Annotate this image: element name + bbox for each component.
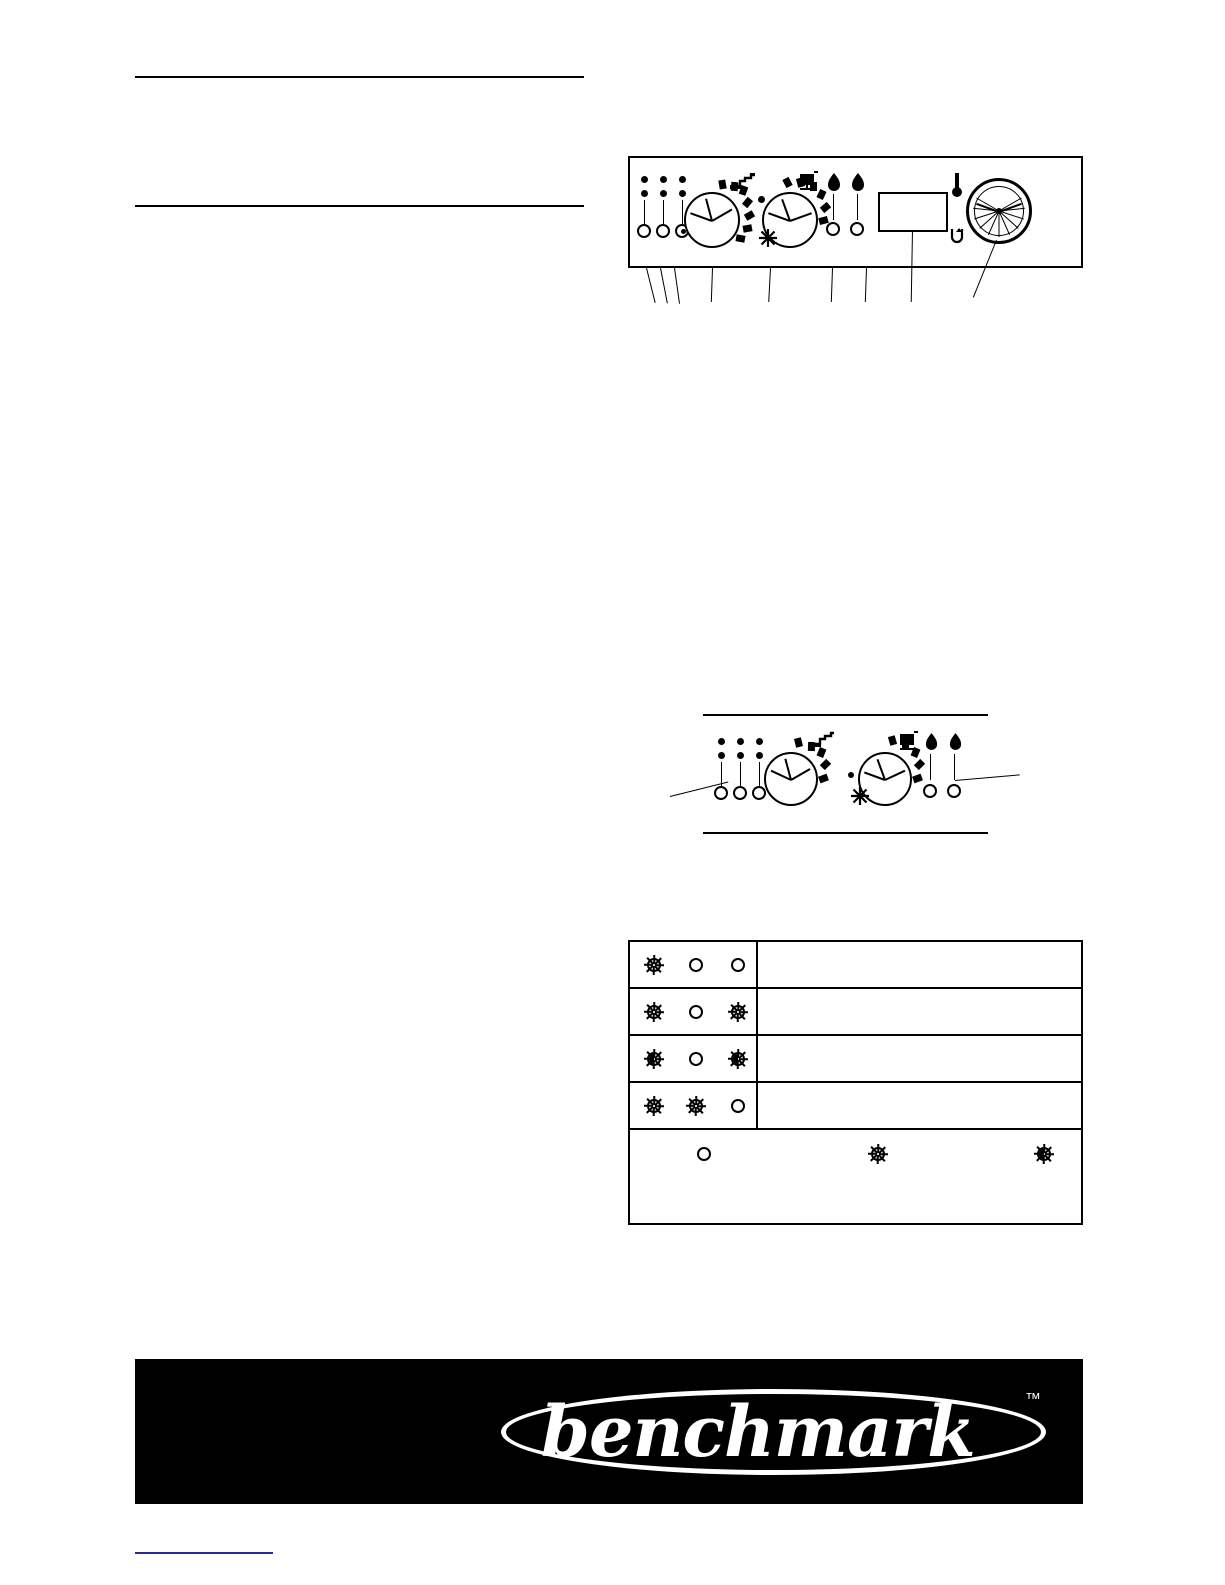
flame-small-icon — [850, 172, 866, 197]
flame-icon — [924, 732, 939, 756]
led-dot-6 — [679, 190, 686, 197]
led-symbol-lit — [644, 1096, 664, 1116]
knob-arc-seg — [912, 774, 923, 784]
footer-link-underline[interactable] — [135, 1552, 273, 1554]
led-stem-1 — [644, 200, 645, 224]
legend-symbol-lit — [868, 1144, 888, 1164]
table-cell-symbols — [630, 989, 758, 1034]
flame2-stem-2 — [954, 754, 955, 780]
led-stem-2 — [663, 200, 664, 224]
callout-leader-5 — [768, 268, 771, 302]
status-led-2 — [656, 224, 670, 238]
heading-rule-second — [135, 205, 584, 207]
radiator-icon — [798, 170, 820, 195]
table-cell-description — [758, 942, 1081, 987]
secondary-panel-rule-bottom — [703, 832, 988, 834]
callout-leader-2 — [660, 268, 668, 304]
benchmark-logo-text: benchmark — [541, 1390, 975, 1473]
table-row — [630, 989, 1081, 1036]
secondary-reference-dot — [848, 772, 854, 778]
thermometer-icon — [951, 172, 963, 203]
radiator-icon — [898, 730, 920, 755]
table-cell-symbols — [630, 1083, 758, 1128]
flame-small-icon — [948, 732, 963, 756]
callout-leader-1 — [646, 268, 656, 303]
reset-icon — [949, 228, 965, 251]
legend-symbol-off — [694, 1144, 714, 1164]
table-cell-symbols — [630, 1036, 758, 1081]
led-stem-3 — [682, 200, 683, 224]
secondary-flame-led-1 — [923, 784, 937, 798]
trademark-symbol: ™ — [1025, 1391, 1041, 1408]
secondary-flame-led-2 — [947, 784, 961, 798]
table-cell-description — [758, 989, 1081, 1034]
knob-pointer-3 — [790, 212, 812, 222]
knob-pointer-3 — [791, 768, 811, 781]
led-symbol-off — [686, 1002, 706, 1022]
knob-arc-seg — [735, 234, 745, 242]
knob-arc-seg — [794, 737, 803, 747]
pressure-gauge — [966, 178, 1032, 244]
secondary-panel-guide-right — [955, 774, 1020, 781]
frost-protection-icon — [758, 228, 778, 253]
frost-protection-icon — [850, 786, 870, 811]
secondary-central-heating-knob[interactable] — [764, 752, 818, 806]
led2-stem-3 — [759, 762, 760, 786]
knob-arc-seg — [718, 179, 726, 189]
table-cell-description — [758, 1083, 1081, 1128]
secondary-status-led-1 — [714, 786, 728, 800]
table-cell-description — [758, 1036, 1081, 1081]
led-symbol-half — [728, 1049, 748, 1069]
led-symbol-half — [644, 1049, 664, 1069]
flame2-stem-1 — [930, 754, 931, 780]
knob-reference-dot — [758, 196, 765, 203]
led2-dot-1 — [718, 738, 725, 745]
led-dot-4 — [641, 190, 648, 197]
table-row — [630, 1083, 1081, 1130]
lcd-display — [878, 192, 948, 232]
secondary-status-led-2 — [733, 786, 747, 800]
led-dot-2 — [660, 176, 667, 183]
flame-stem-1 — [833, 194, 834, 220]
callout-leader-7 — [865, 268, 867, 302]
callout-leader-4 — [711, 268, 713, 302]
led-symbol-lit — [686, 1096, 706, 1116]
led-status-table — [628, 940, 1083, 1225]
flame-icon — [826, 172, 842, 197]
led-symbol-lit — [728, 1002, 748, 1022]
tap-icon — [810, 730, 834, 753]
led2-stem-2 — [740, 762, 741, 786]
led-symbol-off — [728, 955, 748, 975]
led2-dot-3 — [756, 738, 763, 745]
status-led-1 — [637, 224, 651, 238]
heading-rule-top — [135, 76, 584, 78]
knob-arc-seg — [888, 735, 897, 746]
knob-pointer-3 — [885, 770, 906, 781]
secondary-status-led-3 — [752, 786, 766, 800]
led-symbol-off — [728, 1096, 748, 1116]
led-dot-5 — [660, 190, 667, 197]
flame-stem-2 — [857, 194, 858, 220]
led-legend-row — [630, 1130, 1081, 1223]
gauge-hub — [996, 208, 1002, 214]
led2-dot-5 — [737, 752, 744, 759]
led2-dot-4 — [718, 752, 725, 759]
led-dot-3 — [679, 176, 686, 183]
knob-arc-seg — [914, 759, 925, 770]
led-symbol-off — [686, 1049, 706, 1069]
knob-arc-seg — [820, 759, 831, 770]
led2-dot-2 — [737, 738, 744, 745]
led-symbol-off — [686, 955, 706, 975]
knob-pointer-3 — [712, 209, 733, 222]
table-cell-symbols — [630, 942, 758, 987]
table-row — [630, 942, 1081, 989]
central-heating-temperature-knob[interactable] — [684, 192, 740, 248]
led-symbol-lit — [644, 1002, 664, 1022]
table-row — [630, 1036, 1081, 1083]
tap-icon — [730, 172, 756, 195]
benchmark-footer — [135, 1359, 1083, 1504]
benchmark-logo — [501, 1371, 1061, 1491]
secondary-panel-rule-top — [703, 714, 988, 716]
led-symbol-lit — [644, 955, 664, 975]
flame-led-1 — [826, 222, 840, 236]
led-dot-1 — [641, 176, 648, 183]
callout-leader-6 — [831, 268, 833, 302]
gauge-tick — [999, 211, 1000, 237]
legend-symbol-half — [1034, 1144, 1054, 1164]
led2-dot-6 — [756, 752, 763, 759]
flame-led-2 — [850, 222, 864, 236]
knob-arc-seg — [818, 774, 829, 784]
callout-leader-3 — [674, 268, 680, 304]
